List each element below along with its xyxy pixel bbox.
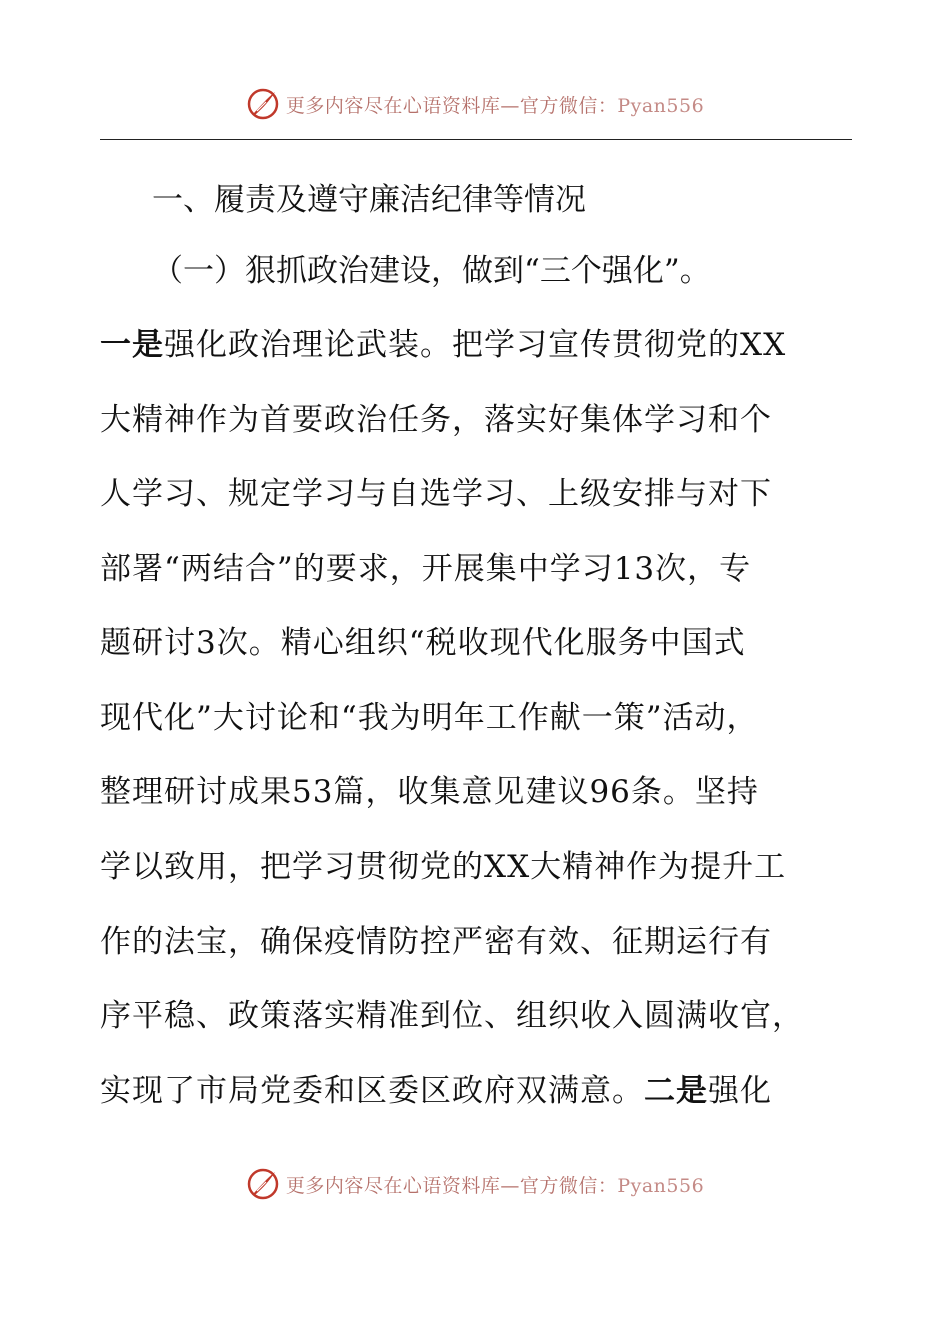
para-line-1: 一是强化政治理论武装。把学习宣传贯彻党的XX bbox=[100, 327, 787, 363]
footer-watermark bbox=[0, 1162, 950, 1206]
para-line-3: 人学习、规定学习与自选学习、上级安排与对下 bbox=[100, 476, 772, 512]
para-line-11: 实现了市局党委和区委区政府双满意。二是强化 bbox=[100, 1073, 772, 1109]
para-line-2: 大精神作为首要政治任务，落实好集体学习和个 bbox=[100, 402, 772, 438]
watermark-text: 更多内容尽在心语资料库—官方微信：Pyan556 bbox=[285, 1174, 705, 1197]
header-rule bbox=[100, 139, 852, 140]
quill-logo-icon bbox=[246, 1167, 280, 1201]
subsection-heading: （一）狠抓政治建设，做到“三个强化”。 bbox=[152, 253, 711, 289]
header-watermark bbox=[0, 82, 950, 126]
quill-logo-icon bbox=[246, 87, 280, 121]
watermark-text: 更多内容尽在心语资料库—官方微信：Pyan556 bbox=[285, 94, 705, 117]
section-heading: 一、履责及遵守廉洁纪律等情况 bbox=[152, 182, 586, 218]
para-line-7: 整理研讨成果53篇，收集意见建议96条。坚持 bbox=[100, 774, 759, 810]
para-line-8: 学以致用，把学习贯彻党的XX大精神作为提升工 bbox=[100, 849, 787, 885]
para-line-9: 作的法宝，确保疫情防控严密有效、征期运行有 bbox=[100, 924, 772, 960]
para-line-6: 现代化”大讨论和“我为明年工作献一策”活动， bbox=[100, 700, 759, 736]
para-line-10: 序平稳、政策落实精准到位、组织收入圆满收官， bbox=[100, 998, 804, 1034]
wechat-id: Pyan556 bbox=[617, 1174, 705, 1197]
para-line-4: 部署“两结合”的要求，开展集中学习13次，专 bbox=[100, 551, 752, 587]
para-line-5: 题研讨3次。精心组织“税收现代化服务中国式 bbox=[100, 625, 746, 661]
wechat-id: Pyan556 bbox=[617, 94, 705, 117]
